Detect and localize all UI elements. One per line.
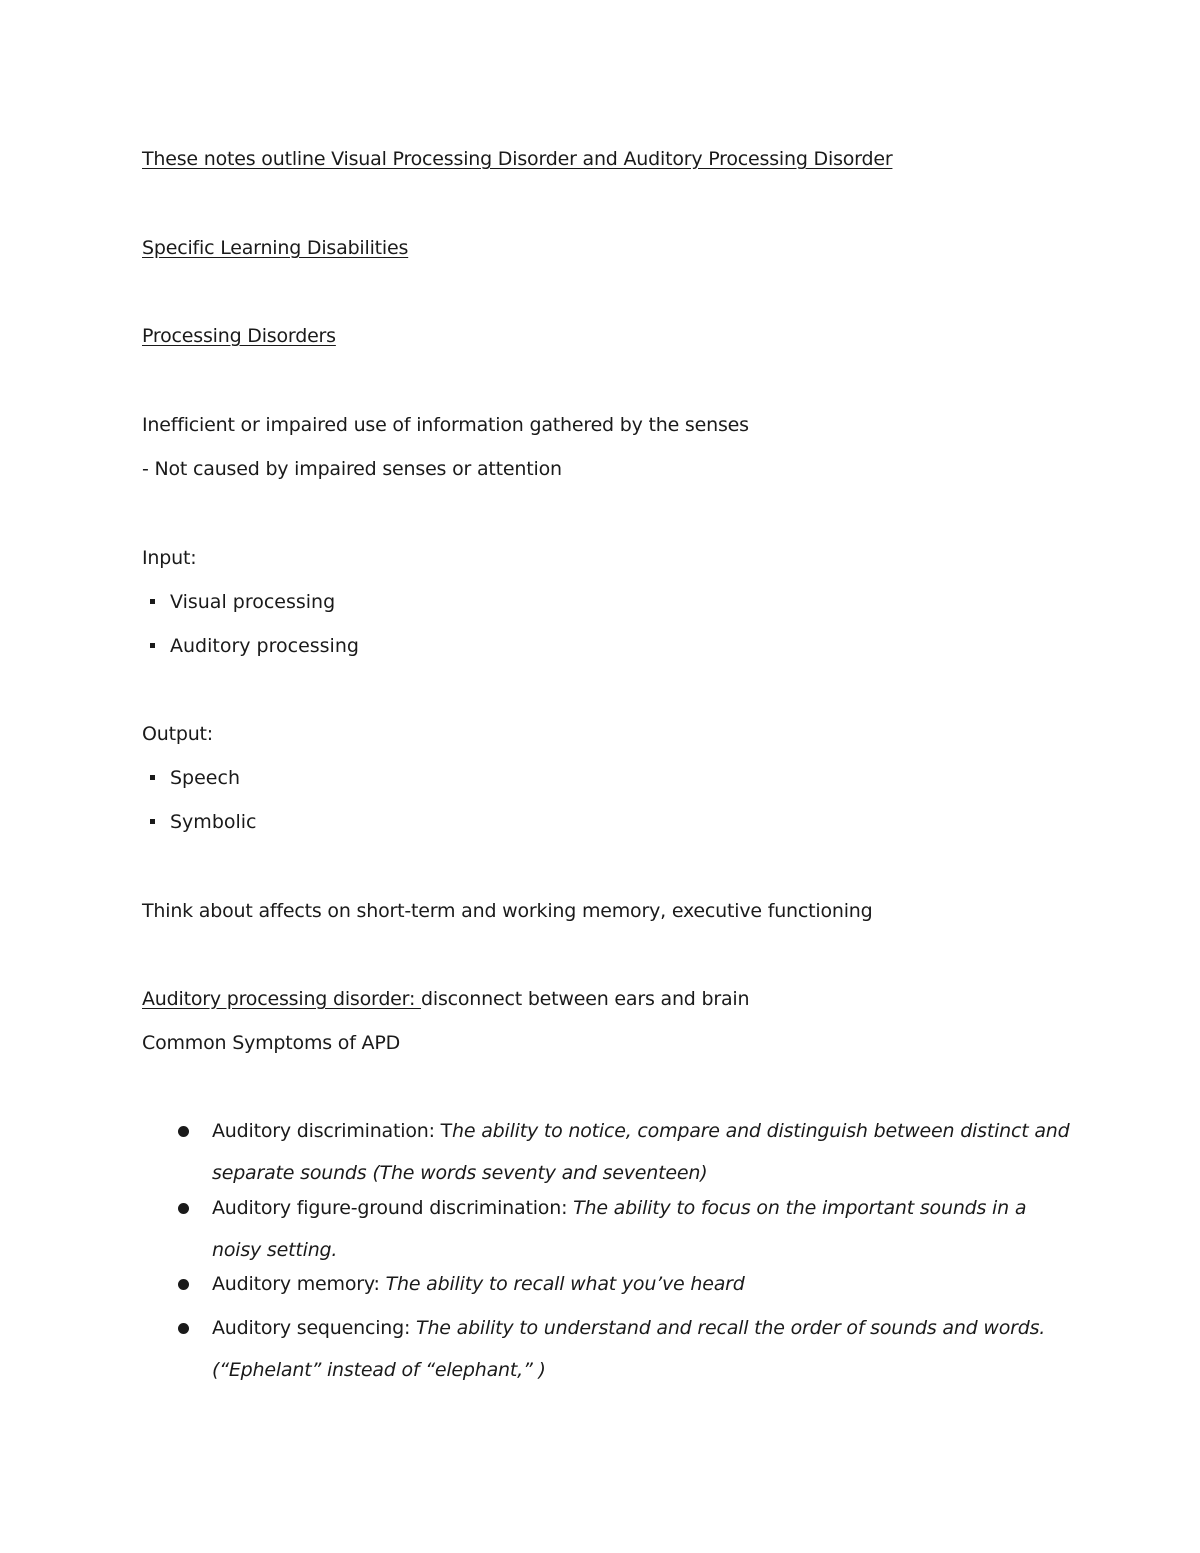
symptom-memory (212, 1271, 745, 1297)
symptom-desc: The ability to recall what you’ve heard (385, 1273, 745, 1295)
symptom-figure-ground (212, 1195, 1026, 1221)
round-bullet-icon (178, 1279, 189, 1290)
round-bullet-icon (178, 1203, 189, 1214)
square-bullet-icon (150, 643, 155, 648)
apd-definition (142, 986, 749, 1012)
apd-term: Auditory processing disorder: (142, 988, 421, 1010)
symptom-term: Auditory memory: (212, 1273, 386, 1295)
symptom-term: Auditory figure-ground discrimination: (212, 1197, 574, 1219)
square-bullet-icon (150, 819, 155, 824)
symptom-term: Auditory sequencing: (212, 1317, 417, 1339)
square-bullet-icon (150, 775, 155, 780)
think-text: Think about affects on short-term and working memory, executive functioning (142, 900, 873, 922)
symptom-desc: The ability to understand and recall the order of sounds and words. (416, 1317, 1046, 1339)
symptom-desc: he ability to notice, compare and distinguish between distinct and (452, 1120, 1070, 1142)
input-item-auditory: Auditory processing (170, 635, 359, 657)
heading-specific-learning-disabilities: Specific Learning Disabilities (142, 237, 409, 259)
round-bullet-icon (178, 1126, 189, 1137)
definition-note: - Not caused by impaired senses or attention (142, 458, 562, 480)
round-bullet-icon (178, 1323, 189, 1334)
intro-text: These notes outline Visual Processing Disorder and Auditory Processing Disorder (142, 148, 893, 170)
symptom-discrimination (212, 1118, 1069, 1144)
symptoms-label: Common Symptoms of APD (142, 1032, 401, 1054)
output-item-speech: Speech (170, 767, 240, 789)
output-item-symbolic: Symbolic (170, 811, 257, 833)
output-label: Output: (142, 723, 214, 745)
input-item-visual: Visual processing (170, 591, 336, 613)
symptom-desc: The ability to focus on the important sounds in a (573, 1197, 1027, 1219)
apd-def: disconnect between ears and brain (421, 988, 750, 1010)
symptom-desc-cont: separate sounds (The words seventy and seventeen) (212, 1162, 708, 1184)
input-label: Input: (142, 547, 197, 569)
symptom-desc-cont: noisy setting. (212, 1239, 338, 1261)
symptom-sequencing (212, 1315, 1045, 1341)
square-bullet-icon (150, 599, 155, 604)
definition-text: Inefficient or impaired use of information gathered by the senses (142, 414, 749, 436)
heading-processing-disorders: Processing Disorders (142, 325, 336, 347)
symptom-term: Auditory discrimination: T (212, 1120, 453, 1142)
symptom-desc-cont: (“Ephelant” instead of “elephant,” ) (212, 1359, 546, 1381)
